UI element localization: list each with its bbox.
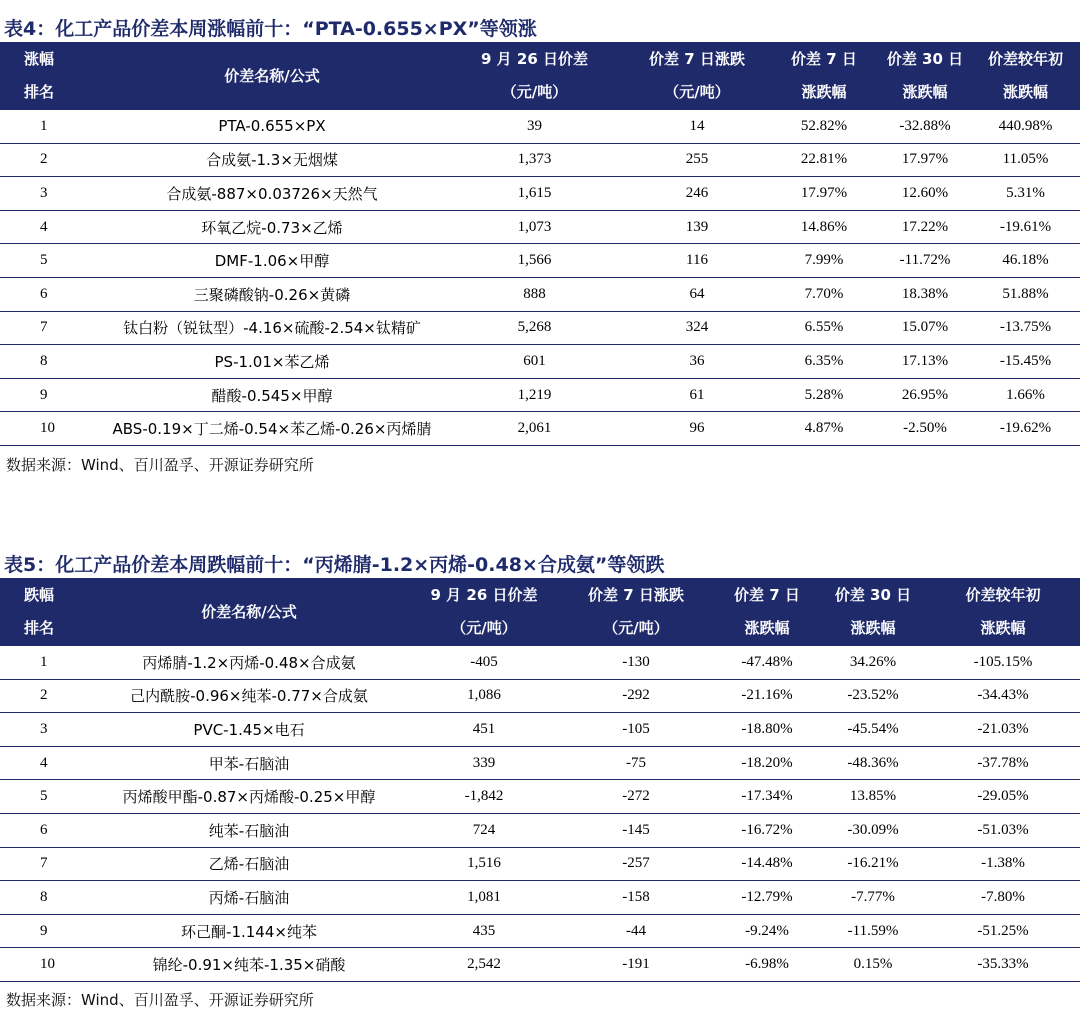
table5-caption: 表5：化工产品价差本周跌幅前十：“丙烯腈-1.2×丙烯-0.48×合成氨”等领跌 — [4, 554, 665, 576]
ytd-cell: 5.31% — [971, 177, 1080, 211]
ytd-cell: -29.05% — [926, 780, 1080, 814]
ytd-cell: 11.05% — [971, 143, 1080, 177]
table-row — [0, 948, 1080, 982]
spread-name-cell: 锦纶-0.91×纯苯-1.35×硝酸 — [88, 948, 410, 982]
header-change-7d: 价差 7 日涨跌 — [588, 586, 684, 604]
ytd-cell: 440.98% — [971, 109, 1080, 143]
header-ytd: 价差较年初 — [965, 586, 1041, 604]
pct-30d-cell: 17.22% — [879, 210, 971, 244]
rank-cell: 5 — [0, 244, 100, 278]
price-cell: 39 — [444, 109, 625, 143]
pct-30d-cell: -45.54% — [820, 713, 926, 747]
price-cell: 1,566 — [444, 244, 625, 278]
table4-caption: 表4：化工产品价差本周涨幅前十：“PTA-0.655×PX”等领涨 — [4, 18, 537, 40]
pct-30d-cell: 34.26% — [820, 645, 926, 679]
table4 — [0, 42, 1080, 446]
table-row — [0, 143, 1080, 177]
header-pct-30d: 价差 30 日 — [834, 586, 912, 604]
spread-name-cell: PTA-0.655×PX — [100, 109, 444, 143]
ytd-cell: -34.43% — [926, 679, 1080, 713]
change-7d-cell: -272 — [558, 780, 714, 814]
table-row — [0, 210, 1080, 244]
pct-7d-cell: 4.87% — [769, 412, 879, 446]
rank-cell: 4 — [0, 210, 100, 244]
header-pct-7d-sub: 涨跌幅 — [801, 83, 847, 101]
rank-cell: 7 — [0, 847, 88, 881]
pct-30d-cell: -16.21% — [820, 847, 926, 881]
header-change-7d-unit: （元/吨） — [603, 619, 669, 637]
change-7d-cell: 36 — [625, 345, 769, 379]
header-ytd-sub: 涨跌幅 — [980, 619, 1026, 637]
table-row — [0, 277, 1080, 311]
spread-name-cell: 醋酸-0.545×甲醇 — [100, 378, 444, 412]
ytd-cell: -15.45% — [971, 345, 1080, 379]
pct-7d-cell: 6.55% — [769, 311, 879, 345]
spread-name-cell: 丙烯酸甲酯-0.87×丙烯酸-0.25×甲醇 — [88, 780, 410, 814]
price-cell: 1,086 — [410, 679, 558, 713]
price-cell: 5,268 — [444, 311, 625, 345]
table-row — [0, 713, 1080, 747]
change-7d-cell: -257 — [558, 847, 714, 881]
ytd-cell: -35.33% — [926, 948, 1080, 982]
table5 — [0, 578, 1080, 982]
pct-30d-cell: -48.36% — [820, 746, 926, 780]
pct-7d-cell: -17.34% — [714, 780, 820, 814]
ytd-cell: -21.03% — [926, 713, 1080, 747]
rank-cell: 2 — [0, 143, 100, 177]
pct-7d-cell: 7.99% — [769, 244, 879, 278]
price-cell: 1,615 — [444, 177, 625, 211]
pct-30d-cell: 12.60% — [879, 177, 971, 211]
spread-name-cell: 甲苯-石脑油 — [88, 746, 410, 780]
ytd-cell: -37.78% — [926, 746, 1080, 780]
ytd-cell: -1.38% — [926, 847, 1080, 881]
table4-source: 数据来源：Wind、百川盈孚、开源证券研究所 — [6, 456, 314, 474]
spread-name-cell: 三聚磷酸钠-0.26×黄磷 — [100, 277, 444, 311]
table-row — [0, 645, 1080, 679]
change-7d-cell: 64 — [625, 277, 769, 311]
pct-30d-cell: 18.38% — [879, 277, 971, 311]
header-price: 9 月 26 日价差 — [481, 50, 588, 68]
rank-cell: 1 — [0, 109, 100, 143]
header-price: 9 月 26 日价差 — [430, 586, 538, 604]
rank-cell: 9 — [0, 378, 100, 412]
pct-7d-cell: -18.80% — [714, 713, 820, 747]
pct-7d-cell: -18.20% — [714, 746, 820, 780]
spread-name-cell: PVC-1.45×电石 — [88, 713, 410, 747]
pct-30d-cell: -32.88% — [879, 109, 971, 143]
price-cell: 888 — [444, 277, 625, 311]
change-7d-cell: 116 — [625, 244, 769, 278]
table-row — [0, 412, 1080, 446]
pct-7d-cell: 6.35% — [769, 345, 879, 379]
header-ytd-sub: 涨跌幅 — [1002, 83, 1048, 101]
ytd-cell: 51.88% — [971, 277, 1080, 311]
price-cell: 1,219 — [444, 378, 625, 412]
ytd-cell: 1.66% — [971, 378, 1080, 412]
pct-7d-cell: -16.72% — [714, 813, 820, 847]
table-row — [0, 345, 1080, 379]
price-cell: 1,516 — [410, 847, 558, 881]
spread-name-cell: 丙烯腈-1.2×丙烯-0.48×合成氨 — [88, 645, 410, 679]
pct-30d-cell: 17.97% — [879, 143, 971, 177]
table-row — [0, 679, 1080, 713]
ytd-cell: 46.18% — [971, 244, 1080, 278]
table5-source: 数据来源：Wind、百川盈孚、开源证券研究所 — [6, 991, 314, 1009]
pct-30d-cell: -11.59% — [820, 914, 926, 948]
pct-30d-cell: -23.52% — [820, 679, 926, 713]
change-7d-cell: -44 — [558, 914, 714, 948]
header-pct-30d-sub: 涨跌幅 — [902, 83, 948, 101]
table-row — [0, 378, 1080, 412]
change-7d-cell: -105 — [558, 713, 714, 747]
pct-7d-cell: 5.28% — [769, 378, 879, 412]
header-rank: 涨幅 — [24, 50, 55, 68]
rank-cell: 4 — [0, 746, 88, 780]
header-name: 价差名称/公式 — [224, 66, 320, 85]
spread-name-cell: 己内酰胺-0.96×纯苯-0.77×合成氨 — [88, 679, 410, 713]
header-pct-30d-sub: 涨跌幅 — [850, 619, 896, 637]
pct-7d-cell: -12.79% — [714, 881, 820, 915]
table-row — [0, 914, 1080, 948]
change-7d-cell: 255 — [625, 143, 769, 177]
change-7d-cell: 14 — [625, 109, 769, 143]
pct-7d-cell: -14.48% — [714, 847, 820, 881]
table-row — [0, 177, 1080, 211]
header-change-7d: 价差 7 日涨跌 — [649, 50, 745, 68]
header-ytd: 价差较年初 — [987, 50, 1063, 68]
table-row — [0, 109, 1080, 143]
ytd-cell: -13.75% — [971, 311, 1080, 345]
spread-name-cell: 环氧乙烷-0.73×乙烯 — [100, 210, 444, 244]
pct-7d-cell: -9.24% — [714, 914, 820, 948]
header-name: 价差名称/公式 — [201, 602, 297, 621]
spread-name-cell: PS-1.01×苯乙烯 — [100, 345, 444, 379]
spread-name-cell: 合成氨-887×0.03726×天然气 — [100, 177, 444, 211]
price-cell: 601 — [444, 345, 625, 379]
table-row — [0, 813, 1080, 847]
rank-cell: 2 — [0, 679, 88, 713]
rank-cell: 10 — [0, 412, 100, 446]
change-7d-cell: -145 — [558, 813, 714, 847]
table-row — [0, 847, 1080, 881]
spread-name-cell: 钛白粉（锐钛型）-4.16×硫酸-2.54×钛精矿 — [100, 311, 444, 345]
change-7d-cell: 139 — [625, 210, 769, 244]
pct-30d-cell: 15.07% — [879, 311, 971, 345]
rank-cell: 8 — [0, 881, 88, 915]
rank-cell: 3 — [0, 177, 100, 211]
pct-30d-cell: -7.77% — [820, 881, 926, 915]
price-cell: 1,081 — [410, 881, 558, 915]
header-pct-7d: 价差 7 日 — [734, 586, 800, 604]
rank-cell: 9 — [0, 914, 88, 948]
rank-cell: 6 — [0, 813, 88, 847]
pct-30d-cell: -11.72% — [879, 244, 971, 278]
header-price-unit: （元/吨） — [451, 619, 517, 637]
price-cell: 1,373 — [444, 143, 625, 177]
pct-7d-cell: 22.81% — [769, 143, 879, 177]
table-row — [0, 311, 1080, 345]
pct-7d-cell: 17.97% — [769, 177, 879, 211]
pct-7d-cell: -6.98% — [714, 948, 820, 982]
price-cell: 724 — [410, 813, 558, 847]
price-cell: 435 — [410, 914, 558, 948]
spread-name-cell: ABS-0.19×丁二烯-0.54×苯乙烯-0.26×丙烯腈 — [100, 412, 444, 446]
ytd-cell: -19.62% — [971, 412, 1080, 446]
ytd-cell: -51.03% — [926, 813, 1080, 847]
table-row — [0, 881, 1080, 915]
header-rank-sub: 排名 — [24, 83, 55, 101]
price-cell: 339 — [410, 746, 558, 780]
pct-30d-cell: -30.09% — [820, 813, 926, 847]
pct-30d-cell: 13.85% — [820, 780, 926, 814]
change-7d-cell: -75 — [558, 746, 714, 780]
header-pct-7d: 价差 7 日 — [791, 50, 857, 68]
header-change-7d-unit: （元/吨） — [664, 83, 730, 101]
change-7d-cell: -191 — [558, 948, 714, 982]
ytd-cell: -19.61% — [971, 210, 1080, 244]
pct-30d-cell: 26.95% — [879, 378, 971, 412]
change-7d-cell: 324 — [625, 311, 769, 345]
rank-cell: 6 — [0, 277, 100, 311]
rank-cell: 7 — [0, 311, 100, 345]
price-cell: 2,542 — [410, 948, 558, 982]
header-rank: 跌幅 — [24, 586, 55, 604]
price-cell: -1,842 — [410, 780, 558, 814]
rank-cell: 5 — [0, 780, 88, 814]
change-7d-cell: -292 — [558, 679, 714, 713]
spread-name-cell: 环己酮-1.144×纯苯 — [88, 914, 410, 948]
pct-7d-cell: -21.16% — [714, 679, 820, 713]
pct-30d-cell: 17.13% — [879, 345, 971, 379]
ytd-cell: -105.15% — [926, 645, 1080, 679]
pct-7d-cell: 7.70% — [769, 277, 879, 311]
rank-cell: 1 — [0, 645, 88, 679]
header-rank-sub: 排名 — [24, 619, 55, 637]
price-cell: 451 — [410, 713, 558, 747]
spread-name-cell: 纯苯-石脑油 — [88, 813, 410, 847]
ytd-cell: -51.25% — [926, 914, 1080, 948]
rank-cell: 10 — [0, 948, 88, 982]
change-7d-cell: 61 — [625, 378, 769, 412]
change-7d-cell: 246 — [625, 177, 769, 211]
pct-30d-cell: 0.15% — [820, 948, 926, 982]
change-7d-cell: -158 — [558, 881, 714, 915]
rank-cell: 8 — [0, 345, 100, 379]
price-cell: -405 — [410, 645, 558, 679]
spread-name-cell: 合成氨-1.3×无烟煤 — [100, 143, 444, 177]
change-7d-cell: 96 — [625, 412, 769, 446]
table-row — [0, 780, 1080, 814]
spread-name-cell: 丙烯-石脑油 — [88, 881, 410, 915]
header-pct-30d: 价差 30 日 — [886, 50, 964, 68]
rank-cell: 3 — [0, 713, 88, 747]
pct-30d-cell: -2.50% — [879, 412, 971, 446]
price-cell: 2,061 — [444, 412, 625, 446]
pct-7d-cell: 14.86% — [769, 210, 879, 244]
spread-name-cell: DMF-1.06×甲醇 — [100, 244, 444, 278]
spread-name-cell: 乙烯-石脑油 — [88, 847, 410, 881]
header-pct-7d-sub: 涨跌幅 — [744, 619, 790, 637]
header-price-unit: （元/吨） — [501, 83, 568, 101]
price-cell: 1,073 — [444, 210, 625, 244]
change-7d-cell: -130 — [558, 645, 714, 679]
pct-7d-cell: 52.82% — [769, 109, 879, 143]
pct-7d-cell: -47.48% — [714, 645, 820, 679]
ytd-cell: -7.80% — [926, 881, 1080, 915]
table-row — [0, 244, 1080, 278]
table-row — [0, 746, 1080, 780]
